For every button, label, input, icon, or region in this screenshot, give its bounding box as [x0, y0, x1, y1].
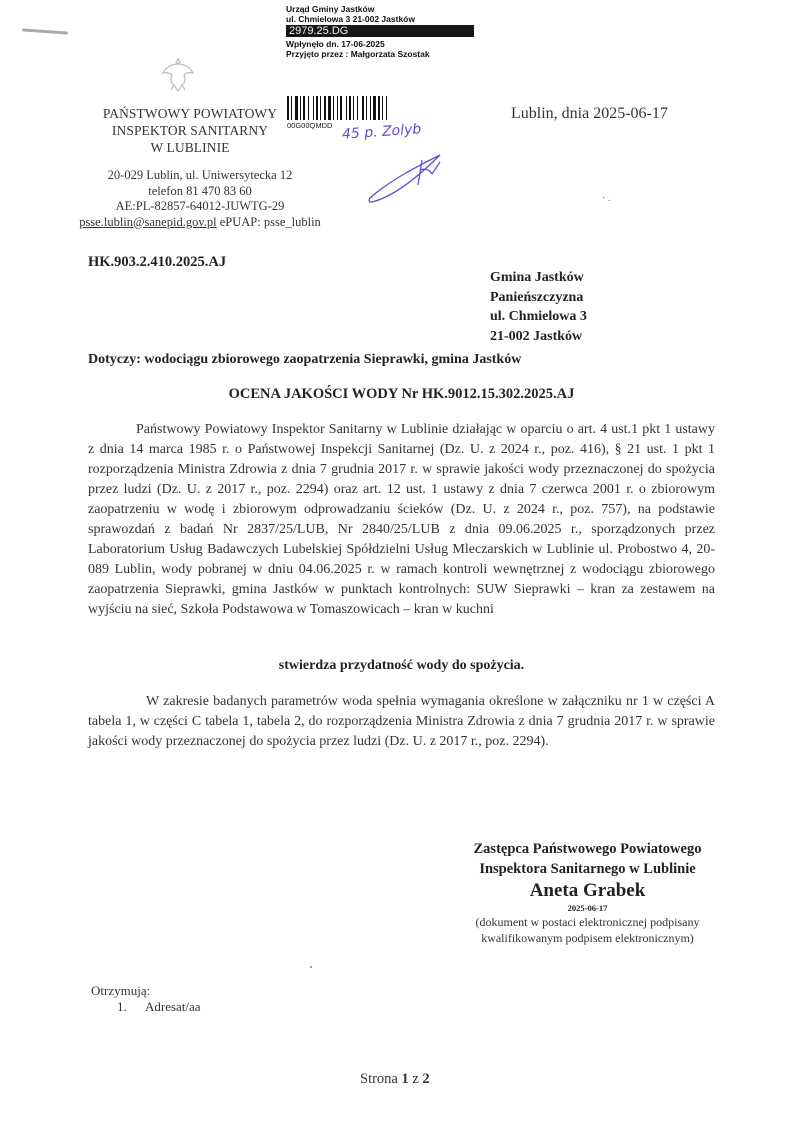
barcode-bar — [320, 96, 321, 120]
recipient-line: Gmina Jastków — [490, 270, 584, 285]
barcode-bar — [295, 96, 298, 120]
signatory-name: Aneta Grabek — [529, 880, 646, 901]
barcode-bar — [362, 96, 364, 120]
polish-eagle-emblem-icon — [160, 55, 196, 95]
distribution-item-number: 1. — [117, 999, 127, 1014]
stamp-address: ul. Chmielowa 3 21-002 Jastków — [286, 14, 415, 24]
handwritten-note: 45 p. Zolyb — [341, 121, 422, 143]
barcode-bar — [303, 96, 305, 120]
recipient-line: 21-002 Jastków — [490, 328, 583, 344]
scan-artifact — [22, 28, 68, 34]
barcode-bar — [370, 96, 371, 120]
stamp-office: Urząd Gminy Jastków — [286, 4, 375, 14]
barcode-bar — [328, 96, 331, 120]
barcode-bar — [373, 96, 376, 120]
institution-name — [70, 105, 310, 156]
distribution-item-text: Adresat/aa — [145, 999, 201, 1014]
institution-line: W LUBLINIE — [150, 140, 230, 155]
signature-note: (dokument w postaci elektronicznej podpisany — [475, 915, 700, 929]
stamp-received: Wpłynęło dn. 17-06-2025 — [286, 39, 385, 49]
barcode-bar — [386, 96, 387, 120]
signature-date: 2025-06-17 — [567, 903, 608, 913]
page-prefix: Strona — [360, 1071, 402, 1087]
body-paragraph-2: W zakresie badanych parametrów woda spełnia wymagania określone w załączniku nr 1 w części A tabela 1, w części C tabela 1, tabela 2, do rozporządzenia Ministra Zdrowia z dnia 7 grudnia 2017 r. w sprawie jakości wody przeznaczonej do spożycia przez ludzi (Dz. U. z 2017 r., poz. 2294). — [88, 694, 715, 749]
barcode-number: 00G00QMDD — [287, 121, 333, 130]
sender-email-link[interactable]: psse.lublin@sanepid.gov.pl — [79, 214, 217, 229]
reference-number: HK.903.2.410.2025.AJ — [88, 254, 227, 270]
document-title: OCENA JAKOŚCI WODY Nr HK.9012.15.302.2025.AJ — [228, 386, 575, 402]
sender-address: 20-029 Lublin, ul. Uniwersytecka 12 — [107, 168, 293, 182]
institution-line: PAŃSTWOWY POWIATOWY — [102, 106, 278, 121]
page-sep: z — [408, 1071, 423, 1087]
barcode-bar — [316, 96, 318, 120]
barcode-bar — [333, 96, 334, 120]
barcode-bar — [337, 96, 338, 120]
barcode-bar — [324, 96, 326, 120]
stamp-accepted-by: Przyjęto przez : Małgorzata Szostak — [286, 49, 430, 59]
recipient-line: ul. Chmielowa 3 — [490, 309, 587, 324]
stamp-doc-number: 2979.25.DG — [286, 25, 474, 37]
barcode-bar — [291, 96, 292, 120]
signatory-role: Zastępca Państwowego Powiatowego — [473, 841, 702, 857]
barcode-bar — [366, 96, 367, 120]
barcode-bar — [357, 96, 358, 120]
barcode-bar — [287, 96, 289, 120]
sender-contact — [50, 168, 350, 230]
sender-ae: AE:PL-82857-64012-JUWTG-29 — [115, 199, 285, 213]
barcode-bar — [346, 96, 347, 120]
recipient-line: Panieńszczyzna — [490, 289, 584, 305]
recipient-address — [490, 268, 587, 346]
registry-stamp — [286, 4, 476, 59]
barcode-bar — [300, 96, 301, 120]
distribution-item — [117, 999, 201, 1015]
signatory-role: Inspektora Sanitarnego w Lublinie — [479, 861, 696, 877]
sender-epuap: ePUAP: psse_lublin — [216, 214, 321, 229]
conclusion-statement: stwierdza przydatność wody do spożycia. — [278, 658, 525, 673]
barcode-icon — [287, 96, 447, 120]
place-and-date: Lublin, dnia 2025-06-17 — [511, 105, 668, 122]
scan-dots: · . — [602, 193, 611, 204]
barcode-bar — [353, 96, 354, 120]
page-current: 1 — [401, 1071, 409, 1087]
barcode-bar — [313, 96, 314, 120]
body-paragraph-1: Państwowy Powiatowy Inspektor Sanitarny w Lublinie działając w oparciu o art. 4 ust.1 pkt 1 ustawy z dnia 14 marca 1985 r. o Państwowej Inspekcji Sanitarnej (Dz. U. z 2024 r., poz. 416), § 21 ust. 1 pkt 1 rozporządzenia Ministra Zdrowia z dnia 7 grudnia 2017 r. w sprawie jakości wody przeznaczonej do spożycia przez ludzi (Dz. U. z 2017 r., poz. 2294) oraz art. 12 ust. 1 ustawy z dnia 7 czerwca 2001 r. o zbiorowym zaopatrzeniu w wodę i zbiorowym odprowadzaniu ścieków (Dz. U. z 2024 r., poz. 757), na podstawie sprawozdań z badań Nr 2837/25/LUB, Nr 2840/25/LUB z dnia 09.06.2025 r., sporządzonych przez Laboratorium Usług Badawczych Lubelskiej Spółdzielni Usług Mleczarskich w Lublinie ul. Probostwo 4, 20-089 Lublin, wody pobranej w dniu 04.06.2025 r. w ramach kontroli wewnętrznej z wodociągu zbiorowego zaopatrzenia Sieprawki, gmina Jastków w punktach kontrolnych: SUW Sieprawki – kran za zestawem na wyjściu na sieć, Szkoła Podstawowa w Tomaszowicach – kran w kuchni — [88, 422, 715, 617]
signature-note: kwalifikowanym podpisem elektronicznym) — [481, 931, 694, 945]
scan-dot — [310, 966, 312, 968]
barcode-bar — [340, 96, 342, 120]
handwritten-signature-icon — [360, 140, 460, 210]
subject-line: Dotyczy: wodociągu zbiorowego zaopatrzenia Sieprawki, gmina Jastków — [88, 352, 522, 367]
barcode-bar — [308, 96, 309, 120]
barcode-bar — [382, 96, 383, 120]
page-number — [360, 1071, 430, 1088]
signature-block — [440, 839, 735, 946]
sender-phone: telefon 81 470 83 60 — [148, 183, 252, 198]
page-total: 2 — [422, 1071, 430, 1087]
barcode-bar — [378, 96, 380, 120]
barcode-bar — [349, 96, 351, 120]
distribution-label: Otrzymują: — [91, 983, 151, 998]
institution-line: INSPEKTOR SANITARNY — [111, 123, 269, 138]
